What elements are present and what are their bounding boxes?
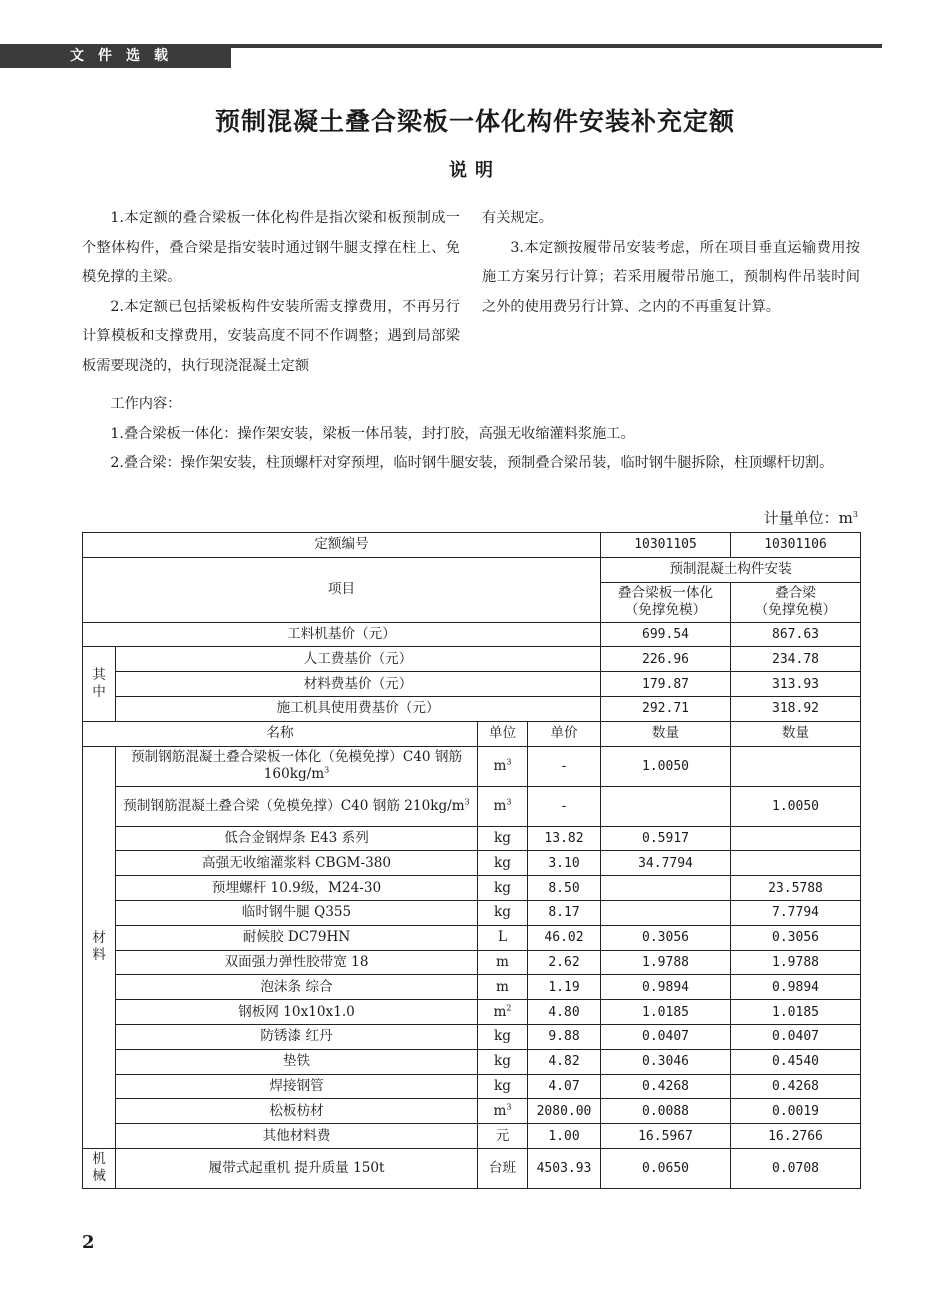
note-paragraph-2: 2.本定额已包括梁板构件安装所需支撑费用，不再另行计算模板和支撑费用，安装高度不同不作调整；遇到局部梁板需要现浇的，执行现浇混凝土定额: [82, 298, 460, 374]
item-price: 8.17: [528, 900, 601, 925]
cell-text: m: [493, 1003, 507, 1020]
quota-table: [82, 532, 861, 1189]
item-price: 46.02: [528, 925, 601, 950]
machinery-row-group-label: [83, 1148, 116, 1188]
item-unit: kg: [478, 1074, 528, 1099]
item-name: [116, 786, 478, 826]
group-label: 预制混凝土构件安装: [601, 557, 861, 582]
work-content-item-1: 1.叠合梁板一体化：操作架安装，梁板一体吊装，封打胶，高强无收缩灌料浆施工。: [110, 425, 635, 442]
unit-header: 单位: [478, 721, 528, 746]
material-row: [83, 975, 861, 1000]
group-label-char: 料: [92, 947, 106, 964]
item-name: 焊接钢管: [116, 1074, 478, 1099]
work-content: [82, 390, 860, 479]
material-row: [83, 1124, 861, 1149]
item-quantity-2: 7.7794: [731, 900, 861, 925]
superscript: 3: [464, 797, 470, 807]
item-price: -: [528, 786, 601, 826]
item-price: -: [528, 746, 601, 786]
material-row: [83, 950, 861, 975]
machinery-row: [83, 1148, 861, 1188]
item-quantity-2: 1.9788: [731, 950, 861, 975]
item-unit: L: [478, 925, 528, 950]
item-unit: [478, 1000, 528, 1025]
quota-code-2: 10301106: [731, 533, 861, 558]
item-unit: m: [478, 950, 528, 975]
item-name: 垫铁: [116, 1049, 478, 1074]
materials-body: [83, 746, 861, 1148]
item-name: 低合金钢焊条 E43 系列: [116, 826, 478, 851]
item-unit: [478, 1099, 528, 1124]
group-label-char: 械: [92, 1168, 106, 1185]
quantity-1-header: 数量: [601, 721, 731, 746]
item-quantity-1: 34.7794: [601, 851, 731, 876]
item-name: 双面强力弹性胶带宽 18: [116, 950, 478, 975]
item-price: 2.62: [528, 950, 601, 975]
item-quantity-1: 1.0185: [601, 1000, 731, 1025]
cost-value: 179.87: [601, 672, 731, 697]
item-unit: 元: [478, 1124, 528, 1149]
item-quantity-1: 0.0407: [601, 1024, 731, 1049]
material-row: [83, 1000, 861, 1025]
material-row: [83, 786, 861, 826]
page-title: 预制混凝土叠合梁板一体化构件安装补充定额: [214, 107, 735, 136]
item-unit: kg: [478, 876, 528, 901]
item-quantity-2: 0.4540: [731, 1049, 861, 1074]
cost-value: 226.96: [601, 647, 731, 672]
item-unit: kg: [478, 826, 528, 851]
group-label-char: 材: [92, 930, 106, 947]
item-name: 耐候胶 DC79HN: [116, 925, 478, 950]
cost-row: [83, 696, 861, 721]
superscript: 2: [506, 1003, 512, 1013]
item-name: 钢板网 10x10x1.0: [116, 1000, 478, 1025]
item-quantity-2: [731, 826, 861, 851]
cost-row: [83, 672, 861, 697]
measurement-unit: 计量单位：$m^3$: [763, 509, 858, 527]
group-header-row: [83, 557, 861, 582]
machinery-body: [83, 1148, 861, 1188]
item-name: 泡沫条 综合: [116, 975, 478, 1000]
cost-value: 292.71: [601, 696, 731, 721]
superscript: 3: [506, 757, 512, 767]
item-price: 3.10: [528, 851, 601, 876]
cell-text: m: [493, 1102, 507, 1119]
work-content-heading: 工作内容：: [110, 396, 182, 412]
material-row: [83, 900, 861, 925]
base-price-1: 699.54: [601, 622, 731, 647]
item-name: 预埋螺杆 10.9级，M24-30: [116, 876, 478, 901]
item-price: 13.82: [528, 826, 601, 851]
item-quantity-1: 0.0088: [601, 1099, 731, 1124]
item-quantity-1: 0.4268: [601, 1074, 731, 1099]
item-quantity-2: 1.0050: [731, 786, 861, 826]
item-unit: [478, 746, 528, 786]
note-paragraph-1: 1.本定额的叠合梁板一体化构件是指次梁和板预制成一个整体构件，叠合梁是指安装时通过钢牛腿支撑在柱上、免模免撑的主梁。: [82, 210, 460, 286]
item-quantity-1: 0.3046: [601, 1049, 731, 1074]
notes-left-column: [82, 204, 460, 382]
item-name: 其他材料费: [116, 1124, 478, 1149]
item-name: [116, 746, 478, 786]
cost-value: 318.92: [731, 696, 861, 721]
item-quantity-1: 0.5917: [601, 826, 731, 851]
item-unit: kg: [478, 900, 528, 925]
notes-right-column: [482, 204, 860, 322]
material-row: [83, 1099, 861, 1124]
material-row: [83, 826, 861, 851]
item-quantity-1: [601, 876, 731, 901]
material-row: [83, 876, 861, 901]
item-price: 2080.00: [528, 1099, 601, 1124]
note-paragraph-2-continued: 有关规定。: [482, 210, 553, 226]
cost-label: 材料费基价（元）: [116, 672, 601, 697]
superscript: 3: [324, 765, 330, 775]
item-quantity-2: 0.4268: [731, 1074, 861, 1099]
item-unit: kg: [478, 851, 528, 876]
cell-text: 预制钢筋混凝土叠合梁（免模免撑）C40 钢筋 210kg/m: [123, 797, 465, 814]
material-row: [83, 746, 861, 786]
item-price: 4.82: [528, 1049, 601, 1074]
item-quantity-2: 0.9894: [731, 975, 861, 1000]
cost-label: 人工费基价（元）: [116, 647, 601, 672]
name-header: 名称: [83, 721, 478, 746]
quantity-2-header: 数量: [731, 721, 861, 746]
item-price: 8.50: [528, 876, 601, 901]
section-tag: 文件选载: [0, 44, 231, 68]
item-name: 临时钢牛腿 Q355: [116, 900, 478, 925]
variant-2-header: 叠合梁 （免撑免模）: [731, 582, 861, 622]
item-quantity-2: [731, 851, 861, 876]
item-quantity-2: 0.0019: [731, 1099, 861, 1124]
item-quantity-2: 0.0407: [731, 1024, 861, 1049]
cost-label: 施工机具使用费基价（元）: [116, 696, 601, 721]
item-quantity-1: [601, 900, 731, 925]
quota-code-row: [83, 533, 861, 558]
section-subtitle: 说明: [449, 160, 501, 181]
base-price-2: 867.63: [731, 622, 861, 647]
cost-value: 313.93: [731, 672, 861, 697]
item-quantity-1: 1.9788: [601, 950, 731, 975]
item-name: 履带式起重机 提升质量 150t: [116, 1148, 478, 1188]
quota-code-label: 定额编号: [83, 533, 601, 558]
item-quantity-2: [731, 746, 861, 786]
item-quantity-1: 0.3056: [601, 925, 731, 950]
quota-code-1: 10301105: [601, 533, 731, 558]
item-name: 松板枋材: [116, 1099, 478, 1124]
material-row: [83, 1024, 861, 1049]
item-unit: [478, 786, 528, 826]
cell-text: m: [493, 797, 507, 814]
item-quantity-1: 16.5967: [601, 1124, 731, 1149]
column-header-row: [83, 721, 861, 746]
item-quantity-1: [601, 786, 731, 826]
item-price: 4503.93: [528, 1148, 601, 1188]
material-row: [83, 851, 861, 876]
item-unit: m: [478, 975, 528, 1000]
work-content-item-2: 2.叠合梁：操作架安装，柱顶螺杆对穿预埋，临时钢牛腿安装，预制叠合梁吊装，临时钢牛腿拆除，柱顶螺杆切割。: [110, 455, 834, 472]
note-paragraph-3: 3.本定额按履带吊安装考虑，所在项目垂直运输费用按施工方案另行计算；若采用履带吊施工，预制构件吊装时间之外的使用费另行计算、之内的不再重复计算。: [482, 239, 860, 315]
item-quantity-2: 0.0708: [731, 1148, 861, 1188]
item-price: 9.88: [528, 1024, 601, 1049]
item-price: 1.00: [528, 1124, 601, 1149]
base-price-row: [83, 622, 861, 647]
group-label-char: 机: [92, 1151, 106, 1168]
cell-text: 预制钢筋混凝土叠合梁板一体化（免模免撑）C40 钢筋 160kg/m: [130, 749, 463, 783]
item-name: 高强无收缩灌浆料 CBGM-380: [116, 851, 478, 876]
item-quantity-2: 16.2766: [731, 1124, 861, 1149]
item-price: 4.80: [528, 1000, 601, 1025]
item-label: 项目: [83, 557, 601, 622]
material-row-group-label: [83, 746, 116, 1148]
cell-text: m: [493, 757, 507, 774]
item-quantity-1: 1.0050: [601, 746, 731, 786]
superscript: 3: [506, 797, 512, 807]
item-name: 防锈漆 红丹: [116, 1024, 478, 1049]
superscript: 3: [506, 1102, 512, 1112]
material-row: [83, 1049, 861, 1074]
base-price-label: 工料机基价（元）: [83, 622, 601, 647]
cost-value: 234.78: [731, 647, 861, 672]
page-number: 2: [82, 1232, 95, 1253]
item-price: 4.07: [528, 1074, 601, 1099]
cost-row: [83, 647, 861, 672]
material-row: [83, 1074, 861, 1099]
item-price: 1.19: [528, 975, 601, 1000]
item-quantity-2: 23.5788: [731, 876, 861, 901]
variant-1-header: 叠合梁板一体化 （免撑免模）: [601, 582, 731, 622]
item-quantity-1: 0.0650: [601, 1148, 731, 1188]
item-unit: kg: [478, 1024, 528, 1049]
item-unit: 台班: [478, 1148, 528, 1188]
material-row: [83, 925, 861, 950]
of-which-label: 其 中: [83, 647, 116, 721]
item-quantity-2: 1.0185: [731, 1000, 861, 1025]
item-quantity-2: 0.3056: [731, 925, 861, 950]
item-quantity-1: 0.9894: [601, 975, 731, 1000]
price-header: 单价: [528, 721, 601, 746]
item-unit: kg: [478, 1049, 528, 1074]
